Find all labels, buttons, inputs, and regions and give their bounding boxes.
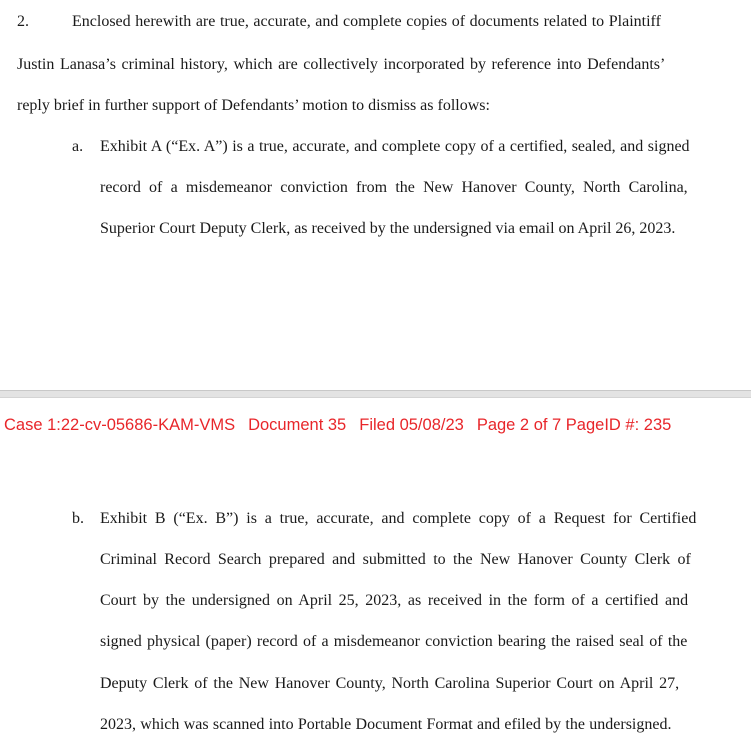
page-separator [0,390,751,398]
item-b-line-2: Criminal Record Search prepared and submitted to the New Hanover County Clerk of [100,551,691,568]
paragraph-2-line-2: Justin Lanasa’s criminal history, which are collectively incorporated by reference into Defendants’ [17,56,666,73]
page-info: Page 2 of 7 PageID #: 235 [476,416,672,434]
item-b-marker: b. [72,510,84,527]
case-header [4,414,746,436]
case-number: Case 1:22-cv-05686-KAM-VMS [4,416,236,434]
paragraph-number: 2. [17,13,29,30]
item-b-line-1: Exhibit B (“Ex. B”) is a true, accurate, and complete copy of a Request for Certified [100,510,697,527]
document-number: Document 35 [248,416,347,434]
item-b-line-5: Deputy Clerk of the New Hanover County, North Carolina Superior Court on April 27, [100,675,680,692]
item-a-line-1: Exhibit A (“Ex. A”) is a true, accurate, and complete copy of a certified, sealed, and signed [100,138,690,155]
paragraph-2-line-3: reply brief in further support of Defendants’ motion to dismiss as follows: [17,97,490,114]
item-b-line-3: Court by the undersigned on April 25, 2023, as received in the form of a certified and [100,592,689,609]
item-b-line-4: signed physical (paper) record of a misdemeanor conviction bearing the raised seal of the [100,633,688,650]
item-b-line-6: 2023, which was scanned into Portable Document Format and efiled by the undersigned. [100,716,672,733]
item-a-line-3: Superior Court Deputy Clerk, as received by the undersigned via email on April 26, 2023. [100,220,676,237]
filed-date: Filed 05/08/23 [359,416,464,434]
item-a-line-2: record of a misdemeanor conviction from the New Hanover County, North Carolina, [100,179,688,196]
item-a-marker: a. [72,138,84,155]
paragraph-2-line-1: Enclosed herewith are true, accurate, and complete copies of documents related to Plaintiff [72,13,661,30]
